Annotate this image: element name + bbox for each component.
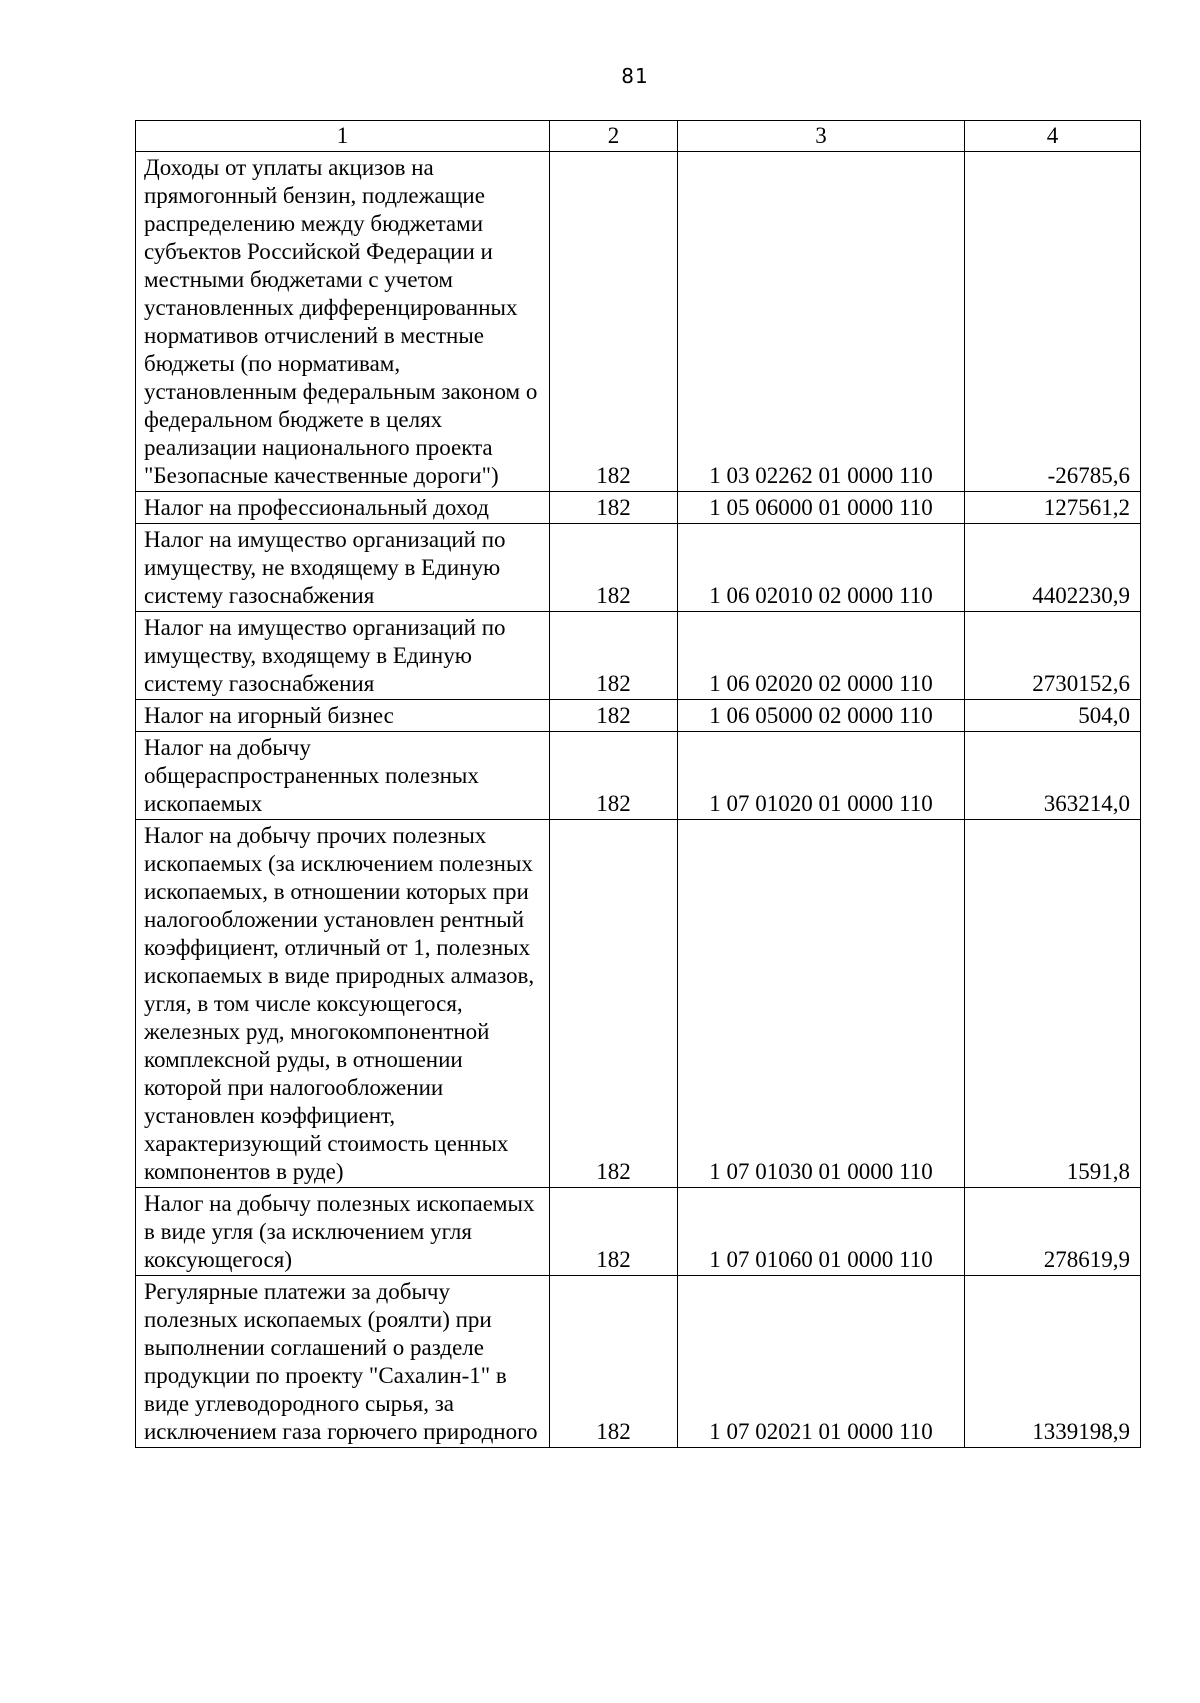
classification-code-cell: 1 06 02010 02 0000 110 (678, 524, 965, 612)
revenue-name-cell: Налог на добычу общераспространенных полезных ископаемых (136, 732, 550, 820)
table-row (136, 152, 1141, 492)
revenue-name-cell: Доходы от уплаты акцизов на прямогонный бензин, подлежащие распределению между бюджетами субъектов Российской Федерации и местными бюджетами с учетом установленных дифференцированных нормативов отчислений в местные бюджеты (по нормативам, установленным федеральным законом о федеральном бюджете в целях реализации национального проекта "Безопасные качественные дороги") (136, 152, 550, 492)
revenue-name-cell: Налог на добычу прочих полезных ископаемых (за исключением полезных ископаемых, в отношении которых при налогообложении установлен рентный коэффициент, отличный от 1, полезных ископаемых в виде природных алмазов, угля, в том числе коксующегося, железных руд, многокомпонентной комплексной руды, в отношении которой при налогообложении установлен коэффициент, характеризующий стоимость ценных компонентов в руде) (136, 820, 550, 1188)
admin-code-cell: 182 (550, 524, 678, 612)
amount-cell: 2730152,6 (965, 612, 1141, 700)
classification-code-cell: 1 03 02262 01 0000 110 (678, 152, 965, 492)
admin-code-cell: 182 (550, 612, 678, 700)
column-header-2: 2 (550, 121, 678, 152)
table-row (136, 492, 1141, 524)
column-header-4: 4 (965, 121, 1141, 152)
page-number: 81 (621, 64, 649, 88)
admin-code-cell: 182 (550, 1188, 678, 1276)
table-row (136, 524, 1141, 612)
classification-code-cell: 1 06 02020 02 0000 110 (678, 612, 965, 700)
revenue-name-cell: Налог на имущество организаций по имуществу, не входящему в Единую систему газоснабжения (136, 524, 550, 612)
classification-code-cell: 1 07 01060 01 0000 110 (678, 1188, 965, 1276)
amount-cell: 127561,2 (965, 492, 1141, 524)
revenue-name-cell: Регулярные платежи за добычу полезных ископаемых (роялти) при выполнении соглашений о разделе продукции по проекту "Сахалин-1" в виде углеводородного сырья, за исключением газа горючего природного (136, 1276, 550, 1448)
amount-cell: 4402230,9 (965, 524, 1141, 612)
classification-code-cell: 1 05 06000 01 0000 110 (678, 492, 965, 524)
revenue-name-cell: Налог на имущество организаций по имуществу, входящему в Единую систему газоснабжения (136, 612, 550, 700)
amount-cell: -26785,6 (965, 152, 1141, 492)
revenue-name-cell: Налог на профессиональный доход (136, 492, 550, 524)
classification-code-cell: 1 07 01020 01 0000 110 (678, 732, 965, 820)
admin-code-cell: 182 (550, 820, 678, 1188)
column-header-1: 1 (136, 121, 550, 152)
amount-cell: 278619,9 (965, 1188, 1141, 1276)
table-row (136, 700, 1141, 732)
table-row (136, 1276, 1141, 1448)
classification-code-cell: 1 07 01030 01 0000 110 (678, 820, 965, 1188)
table-body (136, 152, 1141, 1448)
revenue-table (135, 120, 1141, 1448)
revenue-name-cell: Налог на игорный бизнес (136, 700, 550, 732)
admin-code-cell: 182 (550, 492, 678, 524)
amount-cell: 504,0 (965, 700, 1141, 732)
revenue-name-cell: Налог на добычу полезных ископаемых в виде угля (за исключением угля коксующегося) (136, 1188, 550, 1276)
table-row (136, 1188, 1141, 1276)
header-row (136, 121, 1141, 152)
column-header-3: 3 (678, 121, 965, 152)
amount-cell: 1339198,9 (965, 1276, 1141, 1448)
table-row (136, 732, 1141, 820)
amount-cell: 1591,8 (965, 820, 1141, 1188)
classification-code-cell: 1 06 05000 02 0000 110 (678, 700, 965, 732)
admin-code-cell: 182 (550, 1276, 678, 1448)
admin-code-cell: 182 (550, 732, 678, 820)
admin-code-cell: 182 (550, 700, 678, 732)
admin-code-cell: 182 (550, 152, 678, 492)
amount-cell: 363214,0 (965, 732, 1141, 820)
table-row (136, 820, 1141, 1188)
table-row (136, 612, 1141, 700)
classification-code-cell: 1 07 02021 01 0000 110 (678, 1276, 965, 1448)
table-header (136, 121, 1141, 152)
